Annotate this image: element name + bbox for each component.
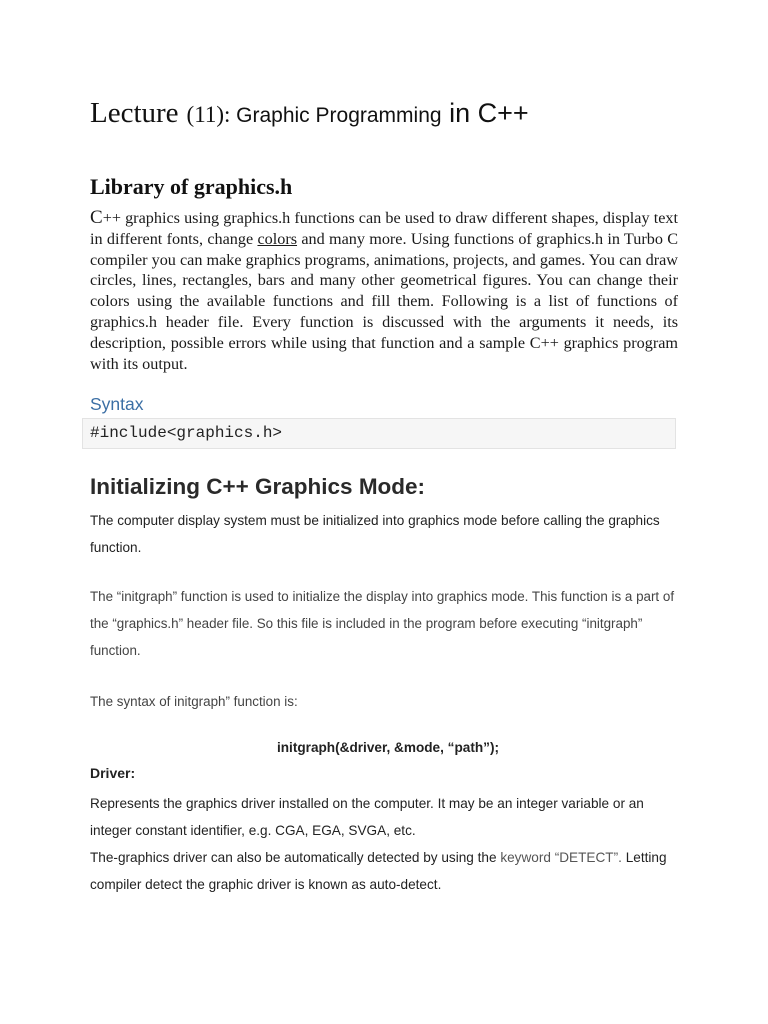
- paragraph-driver-desc: Represents the graphics driver installed on the computer. It may be an integer variable or an integer constant identifier, e.g. CGA, EGA, SVGA, etc.: [90, 796, 644, 838]
- intro-lead: C: [90, 207, 103, 228]
- paragraph-auto-detect: [90, 844, 680, 898]
- title-number: (11): [186, 102, 225, 127]
- title-colon: :: [224, 102, 237, 127]
- initgraph-syntax: initgraph(&driver, &mode, “path”);: [276, 740, 500, 755]
- intro-text-2: ,: [198, 229, 208, 248]
- colors-link[interactable]: colors: [257, 229, 298, 248]
- include-code: #include<graphics.h>: [90, 424, 283, 442]
- lecture-title: [90, 93, 690, 130]
- driver-label: Driver:: [90, 765, 136, 781]
- syntax-label: Syntax: [90, 394, 144, 414]
- code-block: [82, 418, 676, 449]
- paragraph-initgraph-desc: The “initgraph” function is used to initialize the display into graphics mode. This function is a part of the “graphics.h” header file. So this file is included in the program before executing “initgraph” function.: [90, 589, 675, 658]
- auto-detect-text-1: The-graphics driver can also be automatically detected by using the: [90, 850, 501, 865]
- title-lecture: Lecture: [90, 97, 179, 129]
- intro-paragraph: [90, 208, 678, 374]
- library-heading: Library of graphics.h: [90, 174, 293, 199]
- detect-keyword: keyword “DETECT”.: [500, 850, 622, 865]
- title-language: in C++: [441, 98, 529, 128]
- title-topic: Graphic Programming: [236, 104, 442, 127]
- paragraph-syntax-intro: The syntax of initgraph” function is:: [90, 694, 298, 709]
- auto-detect-text-2: Letting compiler detect the graphic driver is known as auto-detect.: [90, 850, 667, 892]
- intro-text-4: and many more. Using functions of graphics.h in Turbo C compiler you can make graphics programs, animations, projects, and games. You can draw circles, lines, rectangles, bars and many other geometrical figures. You can change their colors using the available functions and fill them. Following is a list of functions of graphics.h header file. Every function is discussed with the arguments it needs, its description, possible errors while using that function and a sample C++ graphics program with its output.: [90, 229, 679, 373]
- fonts-link[interactable]: fonts: [166, 229, 199, 248]
- intro-text-1: ++ graphics using graphics.h functions can be used to draw different shapes, display text in different: [90, 209, 678, 248]
- change-link[interactable]: change: [207, 229, 254, 248]
- init-heading: Initializing C++ Graphics Mode:: [90, 474, 426, 499]
- paragraph-display-init: The computer display system must be initialized into graphics mode before calling the graphics function.: [90, 513, 660, 555]
